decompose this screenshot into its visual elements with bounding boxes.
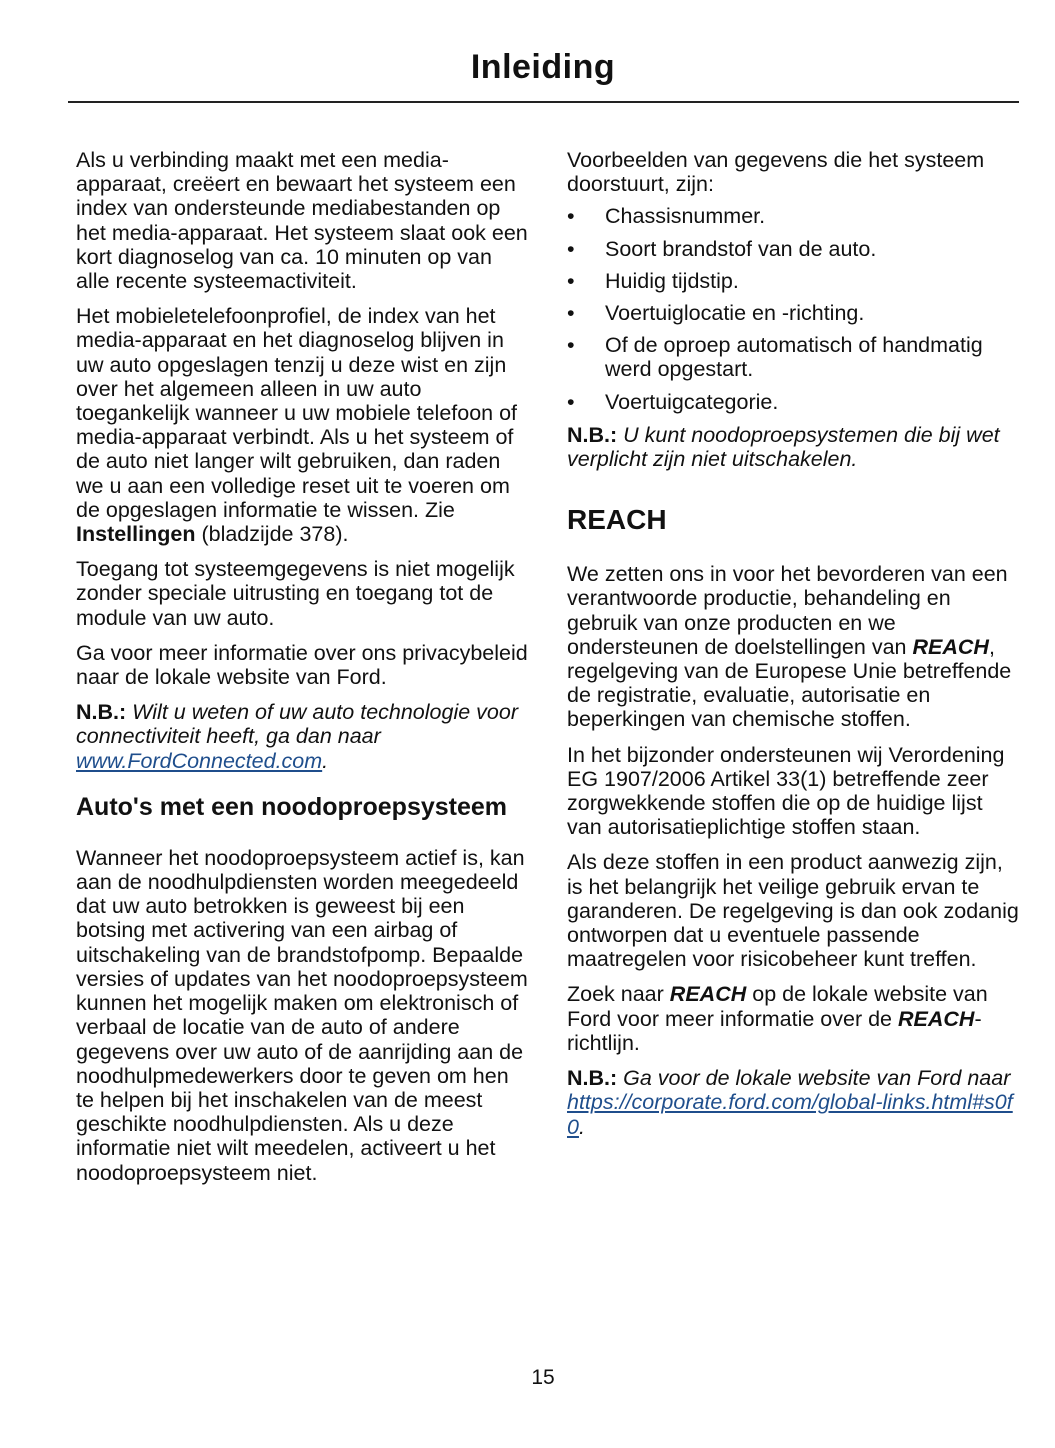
reach-term: REACH (912, 634, 989, 659)
bullet-icon: • (567, 268, 575, 293)
fordconnected-link[interactable]: www.FordConnected.com (76, 748, 323, 773)
page-number: 15 (531, 1366, 555, 1389)
page-title: Inleiding (470, 48, 616, 86)
reach-heading: REACH (567, 504, 667, 536)
note-text: U kunt noodoproepsystemen die bij wet verplicht zijn niet uitschakelen. (567, 422, 1000, 472)
cross-reference: Instellingen (76, 522, 196, 547)
note (567, 423, 1019, 471)
header-divider (68, 101, 1019, 103)
paragraph: Wanneer het noodoproepsysteem actief is, kan aan de noodhulpdiensten worden meegedeeld dat uw auto betrokken is geweest bij een botsing met activering van een airbag of uitschakeling van de brandstofpomp. Bepaalde versies of updates van het noodoproepsysteem kunnen het mogelijk maken om elektronisch of verbaal de locatie van de auto of andere gegevens over uw auto of de aanrijding aan de noodhulpmedewerkers door te geven om hen te helpen bij het inschakelen van de meest geschikte noodhulpdiensten. Als u deze informatie niet wilt meedelen, activeert u het noodoproepsysteem niet. (76, 845, 528, 1185)
bullet-icon: • (567, 389, 575, 414)
list-item-text: Chassisnummer. (605, 204, 766, 229)
note-label: N.B.: (567, 422, 618, 447)
paragraph: Als u verbinding maakt met een media-apparaat, creëert en bewaart het systeem een index van ondersteunde mediabestanden op het media-apparaat. Het systeem slaat ook een kort diagnoselog van ca. 10 minuten op van alle recente systeemactiviteit. (76, 148, 528, 294)
paragraph (567, 982, 1019, 1055)
bullet-icon: • (567, 204, 575, 229)
paragraph-text: We zetten ons in voor het bevorderen van een verantwoorde productie, behandeling en gebruik van onze producten en we ondersteunen de doelstellingen van (567, 562, 1008, 659)
section-heading: Auto's met een noodoproepsysteem (76, 792, 508, 821)
data-list (567, 204, 1019, 413)
paragraph: Ga voor meer informatie over ons privacybeleid naar de lokale website van Ford. (76, 640, 528, 690)
bullet-icon: • (567, 301, 575, 326)
list-item (567, 390, 1019, 414)
paragraph: In het bijzonder ondersteunen wij Verordening EG 1907/2006 Artikel 33(1) betreffende zeer zorgwekkende stoffen die op de huidige lijst van autorisatieplichtige stoffen staan. (567, 742, 1005, 840)
note-label: N.B.: (567, 1066, 618, 1091)
list-item-text: Huidig tijdstip. (605, 268, 739, 293)
right-column (567, 148, 1019, 1150)
list-item (567, 301, 1019, 325)
list-item-text: Voertuiglocatie en -richting. (605, 301, 865, 326)
paragraph-text: Het mobieletelefoonprofiel, de index van het media-apparaat en het diagnoselog blijven in uw auto opgeslagen tenzij u deze wist en zijn over het algemeen alleen in uw auto toegankelijk wanneer u uw mobiele telefoon of media-apparaat verbindt. Als u het systeem of de auto niet langer wilt gebruiken, dan raden we u aan een volledige reset uit te voeren om de opgeslagen informatie te wissen. Zie (76, 304, 518, 522)
list-item (567, 269, 1019, 293)
bullet-icon: • (567, 333, 575, 358)
paragraph (76, 304, 528, 546)
list-item-text: Of de oproep automatisch of handmatig werd opgestart. (605, 333, 983, 382)
page-reference: (bladzijde 378). (201, 522, 349, 547)
list-item (567, 204, 1019, 228)
note: N.B.: Ga voor de lokale website van Ford naar https://corporate.ford.com/global-links.html#s0f0. (567, 1066, 1013, 1139)
paragraph-text: Zoek naar (567, 982, 664, 1007)
corporate-ford-link[interactable]: https://corporate.ford.com/global-links.html#s0f0 (567, 1090, 1013, 1139)
paragraph: Als deze stoffen in een product aanwezig zijn, is het belangrijk het veilige gebruik ervan te garanderen. De regelgeving is dan ook zodanig ontworpen dat u eventuele passende maatregelen voor risicobeheer kunt treffen. (567, 850, 1019, 972)
note-text: Ga voor de lokale website van Ford naar (623, 1066, 1011, 1091)
list-item (567, 237, 1019, 261)
note-text: Wilt u weten of uw auto technologie voor connectiviteit heeft, ga dan naar (76, 700, 518, 749)
paragraph: Voorbeelden van gegevens die het systeem doorstuurt, zijn: (567, 148, 985, 197)
bullet-icon: • (567, 236, 575, 261)
paragraph-text: op de lokale website van Ford voor meer informatie over de (567, 982, 988, 1031)
left-column (76, 148, 528, 1196)
paragraph: Toegang tot systeemgegevens is niet mogelijk zonder speciale uitrusting en toegang tot de module van uw auto. (76, 557, 515, 630)
paragraph-text: , regelgeving van de Europese Unie betreffende de registratie, evaluatie, autorisatie en beperkingen van chemische stoffen. (567, 634, 1012, 732)
paragraph (567, 562, 1019, 731)
reach-term: REACH (898, 1006, 975, 1031)
paragraph-text: -richtlijn. (567, 1006, 982, 1055)
list-item-text: Voertuigcategorie. (605, 389, 779, 414)
note: N.B.: Wilt u weten of uw auto technologie voor connectiviteit heeft, ga dan naar www.FordConnected.com. (76, 700, 518, 773)
list-item-text: Soort brandstof van de auto. (605, 236, 877, 261)
note-label: N.B.: (76, 700, 127, 725)
list-item (567, 333, 1019, 381)
reach-term: REACH (669, 982, 747, 1007)
